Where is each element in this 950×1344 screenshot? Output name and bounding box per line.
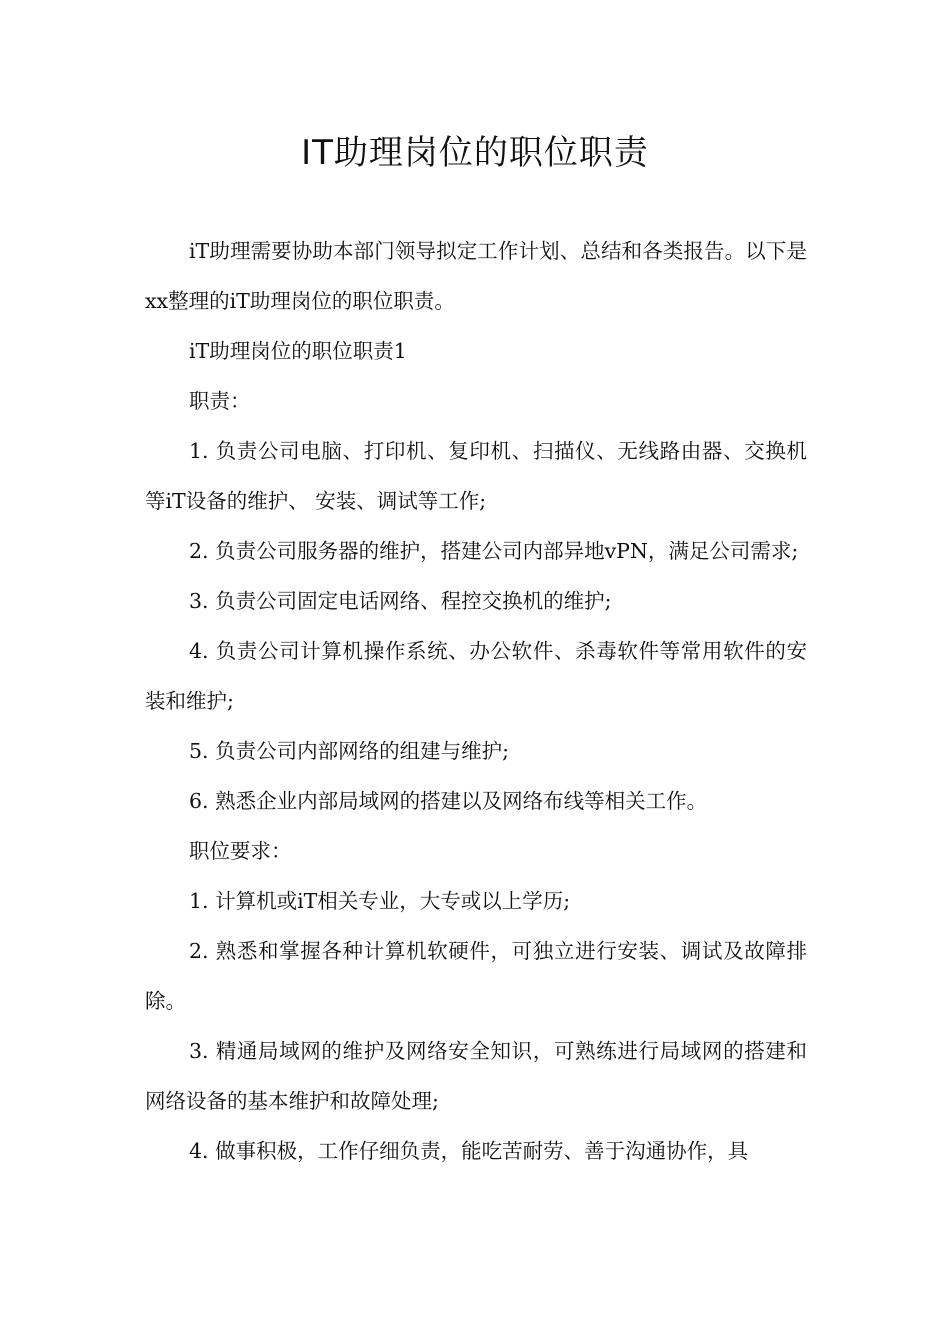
paragraph: 1. 计算机或iT相关专业，大专或以上学历; [189,889,571,913]
paragraph: 4. 做事积极，工作仔细负责，能吃苦耐劳、善于沟通协作，具 [189,1139,749,1163]
paragraph: 职责： [189,389,251,413]
paragraph: 4. 负责公司计算机操作系统、办公软件、杀毒软件等常用软件的安装和维护; [145,639,807,713]
paragraph: iT助理需要协助本部门领导拟定工作计划、总结和各类报告。以下是xx整理的iT助理岗位的职位职责。 [145,239,807,313]
document-title: IT助理岗位的职位职责 [301,133,649,173]
paragraph: 5. 负责公司内部网络的组建与维护; [189,739,509,763]
paragraph: 6. 熟悉企业内部局域网的搭建以及网络布线等相关工作。 [189,789,708,813]
paragraph: 3. 负责公司固定电话网络、程控交换机的维护; [189,589,612,613]
document-body [145,226,807,1176]
paragraph: 2. 熟悉和掌握各种计算机软硬件，可独立进行安装、调试及故障排除。 [145,939,807,1013]
paragraph: 1. 负责公司电脑、打印机、复印机、扫描仪、无线路由器、交换机等iT设备的维护、 安装、调试等工作; [145,439,807,513]
paragraph: 职位要求： [189,839,292,863]
paragraph: iT助理岗位的职位职责1 [189,339,407,363]
paragraph: 2. 负责公司服务器的维护，搭建公司内部异地vPN，满足公司需求; [189,539,799,563]
paragraph: 3. 精通局域网的维护及网络安全知识，可熟练进行局域网的搭建和网络设备的基本维护和故障处理; [145,1039,807,1113]
